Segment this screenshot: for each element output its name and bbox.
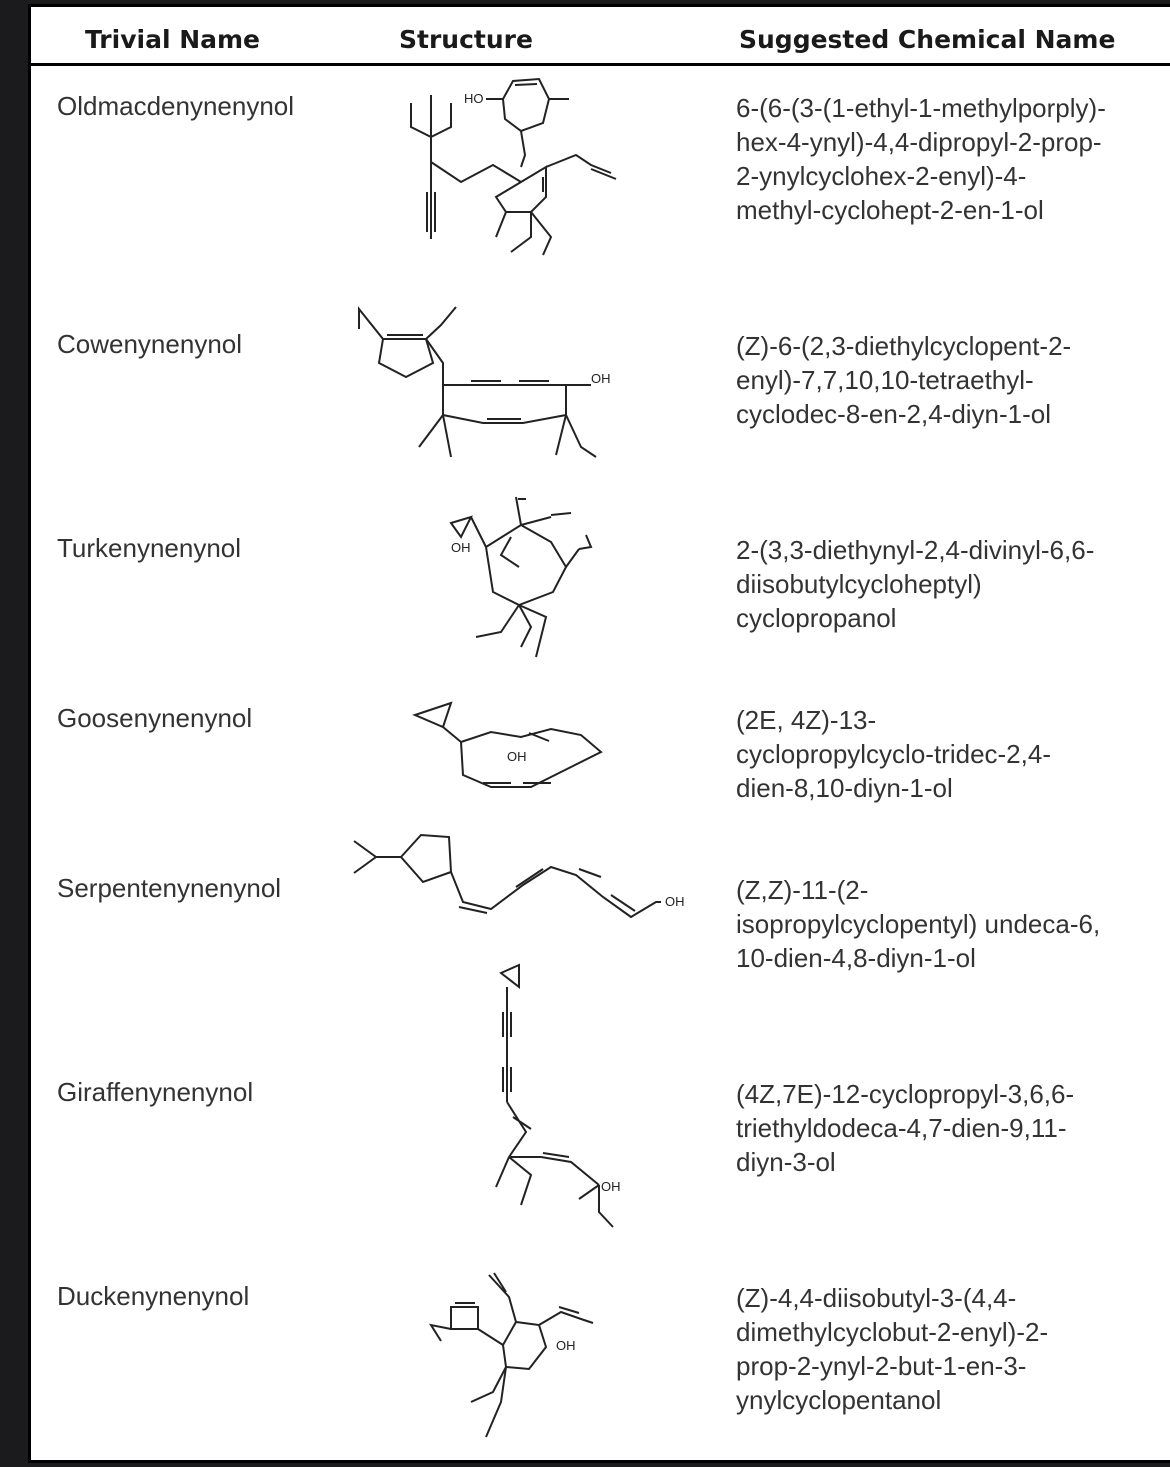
chemical-name-line: 2-(3,3-diethynyl-2,4-divinyl-6,6-	[736, 535, 1095, 565]
chemical-name-line: cyclopropanol	[736, 603, 897, 633]
header-suggested-chemical-name: Suggested Chemical Name	[739, 25, 1116, 54]
chemical-name-line: hex-4-ynyl)-4,4-dipropyl-2-prop-	[736, 127, 1102, 157]
chemical-name-line: isopropylcyclopentyl) undeca-6,	[736, 909, 1101, 939]
chemical-name-line: (Z)-4,4-diisobutyl-3-(4,4-	[736, 1283, 1017, 1313]
chemical-name-line: cyclopropylcyclo-tridec-2,4-	[736, 739, 1051, 769]
row-3-structure	[451, 497, 591, 657]
row-6-label-oh: OH	[601, 1179, 621, 1194]
chemical-name-line: cyclodec-8-en-2,4-diyn-1-ol	[736, 399, 1052, 429]
chemical-name-line: enyl)-7,7,10,10-tetraethyl-	[736, 365, 1034, 395]
chemical-name-line: dimethylcyclobut-2-enyl)-2-	[736, 1317, 1049, 1347]
row-6-structure	[496, 965, 621, 1227]
chemical-name-line: 10-dien-4,8-diyn-1-ol	[736, 943, 976, 973]
row-2-trivial-name: Cowenynenynol	[57, 329, 243, 359]
structure-drawings	[31, 7, 1170, 1463]
header-structure: Structure	[399, 25, 533, 54]
chemical-name-line: triethyldodeca-4,7-dien-9,11-	[736, 1113, 1067, 1143]
chemical-name-line: dien-8,10-diyn-1-ol	[736, 773, 953, 803]
row-4-label-oh: OH	[507, 749, 527, 764]
row-3-label-oh: OH	[451, 540, 471, 555]
row-4-trivial-name: Goosenynenynol	[57, 703, 253, 733]
row-7-label-oh: OH	[556, 1338, 576, 1353]
row-6-trivial-name: Giraffenynenynol	[57, 1077, 254, 1107]
chemical-name-line: prop-2-ynyl-2-but-1-en-3-	[736, 1351, 1027, 1381]
chemical-name-line: ynylcyclopentanol	[736, 1385, 942, 1415]
compound-table	[28, 4, 1170, 1463]
row-4-structure	[415, 703, 601, 787]
row-1-structure	[411, 79, 616, 255]
row-5-label-oh: OH	[665, 894, 685, 909]
row-2-label-oh: OH	[591, 371, 611, 386]
row-1-trivial-name: Oldmacdenynenynol	[57, 91, 295, 121]
chemical-name-line: 2-ynylcyclohex-2-enyl)-4-	[736, 161, 1027, 191]
chemical-name-line: (4Z,7E)-12-cyclopropyl-3,6,6-	[736, 1079, 1075, 1109]
chemical-name-line: diisobutylcycloheptyl)	[736, 569, 982, 599]
header-trivial-name: Trivial Name	[85, 25, 261, 54]
chemical-name-line: methyl-cyclohept-2-en-1-ol	[736, 195, 1044, 225]
row-7-trivial-name: Duckenynenynol	[57, 1281, 250, 1311]
row-5-trivial-name: Serpentenynenynol	[57, 873, 282, 903]
chemical-name-line: diyn-3-ol	[736, 1147, 836, 1177]
row-7-structure	[431, 1273, 593, 1437]
row-1-label-ho: HO	[464, 91, 484, 106]
chemical-name-line: (Z,Z)-11-(2-	[736, 875, 869, 905]
row-5-structure	[354, 835, 685, 917]
chemical-name-line: (2E, 4Z)-13-	[736, 705, 877, 735]
chemical-name-line: 6-(6-(3-(1-ethyl-1-methylporply)-	[736, 93, 1106, 123]
row-3-trivial-name: Turkenynenynol	[57, 533, 242, 563]
row-2-structure	[359, 307, 611, 457]
chemical-name-line: (Z)-6-(2,3-diethylcyclopent-2-	[736, 331, 1072, 361]
